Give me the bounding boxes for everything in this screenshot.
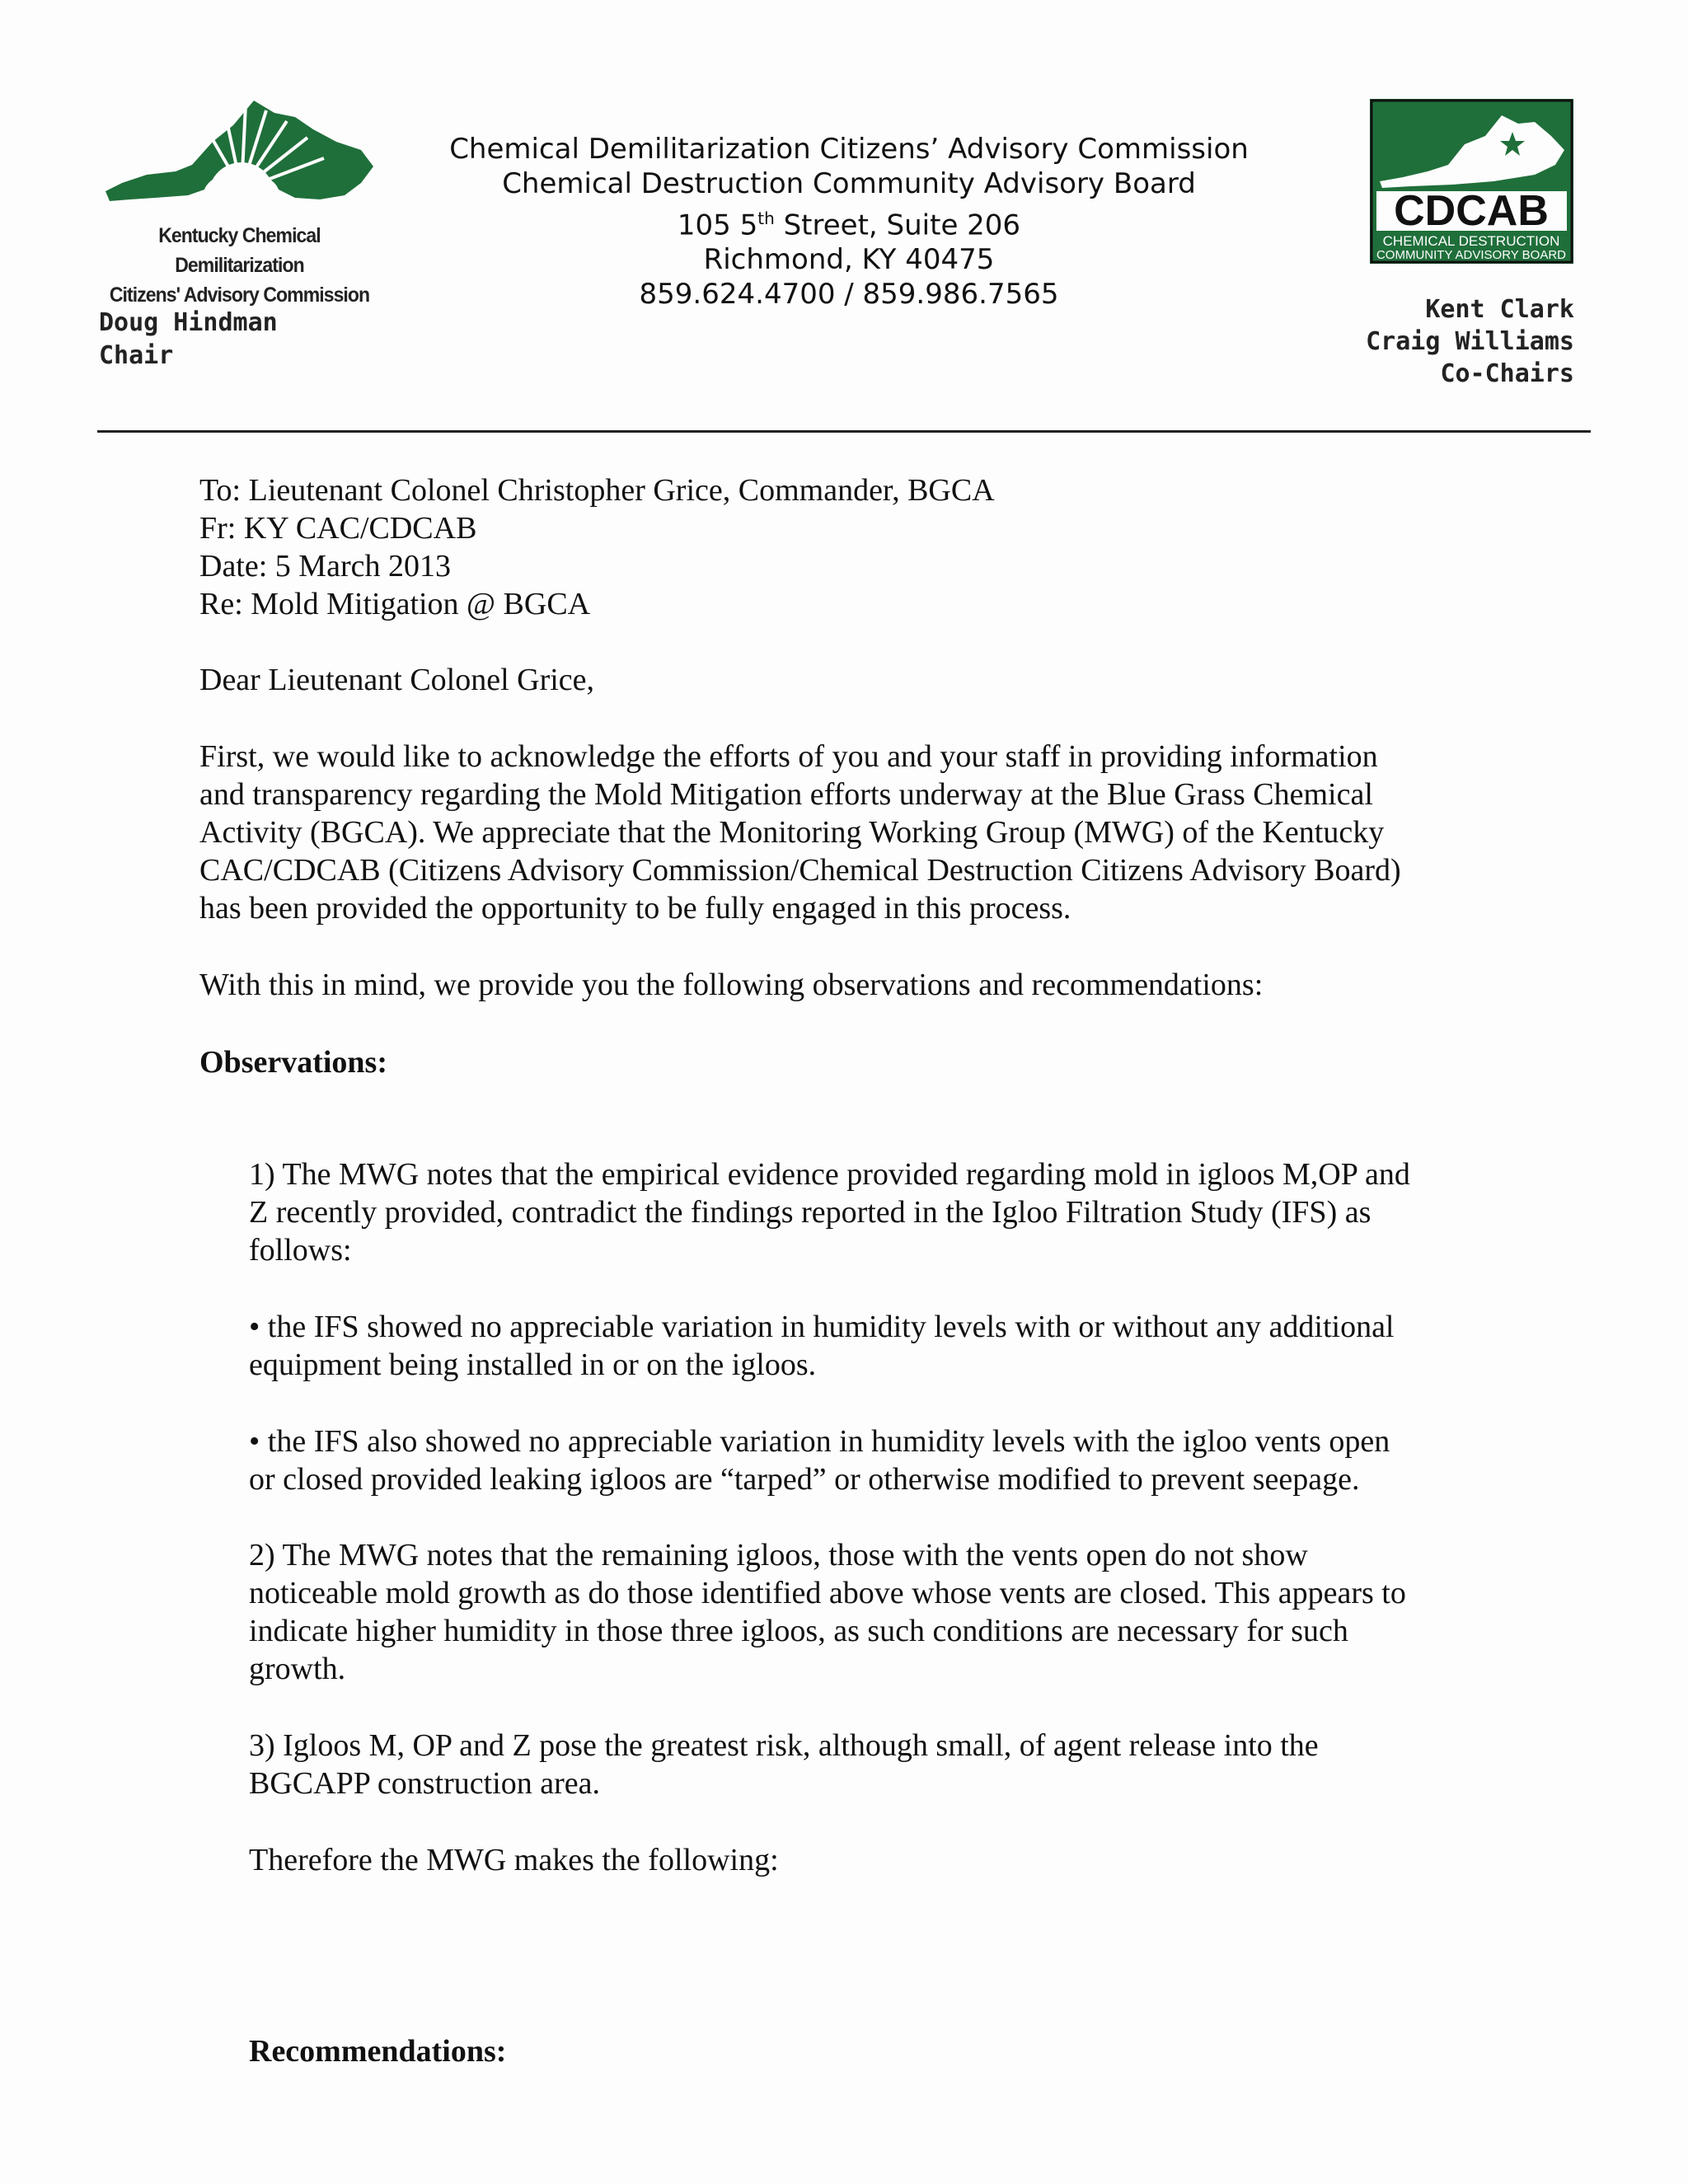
cdcab-subtitle-1: CHEMICAL DESTRUCTION xyxy=(1382,233,1560,249)
paragraph-line: or closed provided leaking igloos are “tarped” or otherwise modified to prevent seepage. xyxy=(249,1462,1360,1497)
observation-2 xyxy=(249,1536,1485,1688)
left-logo-caption-line: Citizens' Advisory Commission xyxy=(109,284,370,307)
cdcab-logo xyxy=(1370,99,1573,264)
letterhead-address xyxy=(412,132,1286,312)
paragraph-line: First, we would like to acknowledge the efforts of you and your staff in providing information xyxy=(199,739,1378,774)
memo-to: To: Lieutenant Colonel Christopher Grice, Commander, BGCA xyxy=(199,473,995,508)
cochair-name: Craig Williams xyxy=(1366,327,1574,356)
paragraph-line: noticeable mold growth as do those identified above whose vents are closed. This appears to xyxy=(249,1576,1406,1610)
paragraph-line: BGCAPP construction area. xyxy=(249,1766,601,1801)
memo-subject: Re: Mold Mitigation @ BGCA xyxy=(199,587,591,621)
city-line: Richmond, KY 40475 xyxy=(703,243,995,277)
paragraph-line: Activity (BGCA). We appreciate that the Monitoring Working Group (MWG) of the Kentucky xyxy=(199,815,1385,850)
paragraph-line: CAC/CDCAB (Citizens Advisory Commission/Chemical Destruction Citizens Advisory Board) xyxy=(199,853,1401,888)
address-superscript: th xyxy=(757,209,775,228)
paragraph-line: 2) The MWG notes that the remaining igloos, those with the vents open do not show xyxy=(249,1538,1308,1572)
observation-bullet-1 xyxy=(249,1308,1485,1384)
org-name-1: Chemical Demilitarization Citizens’ Advisory Commission xyxy=(449,133,1249,166)
salutation: Dear Lieutenant Colonel Grice, xyxy=(199,663,595,697)
paragraph-line: has been provided the opportunity to be fully engaged in this process. xyxy=(199,891,1071,926)
observations-heading: Observations: xyxy=(199,1045,387,1080)
phone-numbers: 859.624.4700 / 859.986.7565 xyxy=(639,278,1059,312)
chair-name: Doug Hindman xyxy=(99,308,278,337)
lead-in-paragraph: With this in mind, we provide you the following observations and recommendations: xyxy=(199,968,1264,1002)
paragraph-line: 3) Igloos M, OP and Z pose the greatest risk, although small, of agent release into the xyxy=(249,1728,1319,1763)
left-logo-caption-line: Kentucky Chemical Demilitarization xyxy=(158,224,321,277)
memo-date: Date: 5 March 2013 xyxy=(199,549,451,583)
paragraph-line: 1) The MWG notes that the empirical evidence provided regarding mold in igloos M,OP and xyxy=(249,1157,1410,1192)
cdcab-title: CDCAB xyxy=(1394,187,1549,235)
intro-paragraph xyxy=(199,738,1485,927)
cdcab-subtitle-2: COMMUNITY ADVISORY BOARD xyxy=(1376,248,1567,262)
observation-bullet-2 xyxy=(249,1422,1485,1498)
paragraph-line: follows: xyxy=(249,1233,352,1268)
header-divider xyxy=(97,430,1591,433)
cochairs-block xyxy=(1366,293,1574,390)
chair-title: Chair xyxy=(99,341,174,370)
paragraph-line: • the IFS showed no appreciable variation in humidity levels with or without any additional xyxy=(249,1310,1395,1344)
paragraph-line: equipment being installed in or on the igloos. xyxy=(249,1347,817,1382)
memo-header xyxy=(199,471,995,623)
address-street: Street, Suite 206 xyxy=(774,209,1021,242)
memo-from: Fr: KY CAC/CDCAB xyxy=(199,511,477,546)
paragraph-line: Z recently provided, contradict the findings reported in the Igloo Filtration Study (IFS) as xyxy=(249,1195,1372,1230)
recommendations-heading: Recommendations: xyxy=(249,2034,507,2069)
paragraph-line: growth. xyxy=(249,1652,346,1686)
org-name-2: Chemical Destruction Community Advisory Board xyxy=(502,167,1196,200)
street-address xyxy=(412,201,1286,242)
paragraph-line: and transparency regarding the Mold Mitigation efforts underway at the Blue Grass Chemical xyxy=(199,777,1373,812)
observation-1 xyxy=(249,1155,1485,1269)
cochair-title: Co-Chairs xyxy=(1440,359,1574,388)
address-number: 105 5 xyxy=(677,209,758,242)
cochair-name: Kent Clark xyxy=(1425,295,1574,324)
paragraph-line: indicate higher humidity in those three igloos, as such conditions are necessary for such xyxy=(249,1614,1348,1648)
chair-block xyxy=(99,307,278,373)
left-logo-caption xyxy=(109,221,370,310)
paragraph-line: • the IFS also showed no appreciable variation in humidity levels with the igloo vents open xyxy=(249,1424,1390,1459)
therefore-line: Therefore the MWG makes the following: xyxy=(249,1843,779,1877)
observation-3 xyxy=(249,1727,1485,1802)
